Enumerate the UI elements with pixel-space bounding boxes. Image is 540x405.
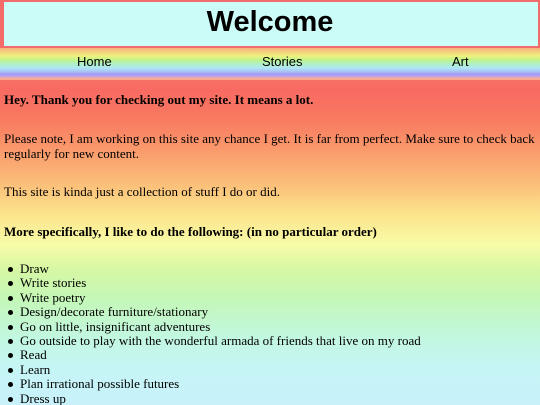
list-item: Go outside to play with the wonderful armada of friends that live on my road	[4, 334, 536, 348]
list-item: Dress up	[4, 392, 536, 405]
list-item: Learn	[4, 363, 536, 377]
list-item: Write stories	[4, 276, 536, 290]
note-text: Please note, I am working on this site any chance I get. It is far from perfect. Make sure to check back regularly for new content.	[4, 131, 535, 161]
bullet-icon	[8, 397, 13, 402]
nav-link-stories[interactable]: Stories	[262, 54, 303, 69]
nav-bar	[0, 48, 540, 80]
bullet-icon	[8, 267, 13, 272]
list-item: Plan irrational possible futures	[4, 377, 536, 391]
nav-link-home[interactable]: Home	[77, 54, 112, 69]
list-item: Read	[4, 348, 536, 362]
bullet-icon	[8, 353, 13, 358]
nav-link-art[interactable]: Art	[452, 54, 469, 69]
collection-text: This site is kinda just a collection of stuff I do or did.	[4, 184, 280, 199]
bullet-icon	[8, 339, 13, 344]
list-item: Write poetry	[4, 291, 536, 305]
intro-text: Hey. Thank you for checking out my site. It means a lot.	[4, 92, 314, 107]
list-heading: More specifically, I like to do the following: (in no particular order)	[4, 224, 377, 239]
bullet-icon	[8, 368, 13, 373]
list-item: Design/decorate furniture/stationary	[4, 305, 536, 319]
bullet-icon	[8, 296, 13, 301]
list-item: Go on little, insignificant adventures	[4, 320, 536, 334]
activity-list	[4, 262, 536, 405]
bullet-icon	[8, 310, 13, 315]
bullet-icon	[8, 325, 13, 330]
bullet-icon	[8, 382, 13, 387]
page-title: Welcome	[206, 6, 334, 38]
bullet-icon	[8, 281, 13, 286]
list-item: Draw	[4, 262, 536, 276]
